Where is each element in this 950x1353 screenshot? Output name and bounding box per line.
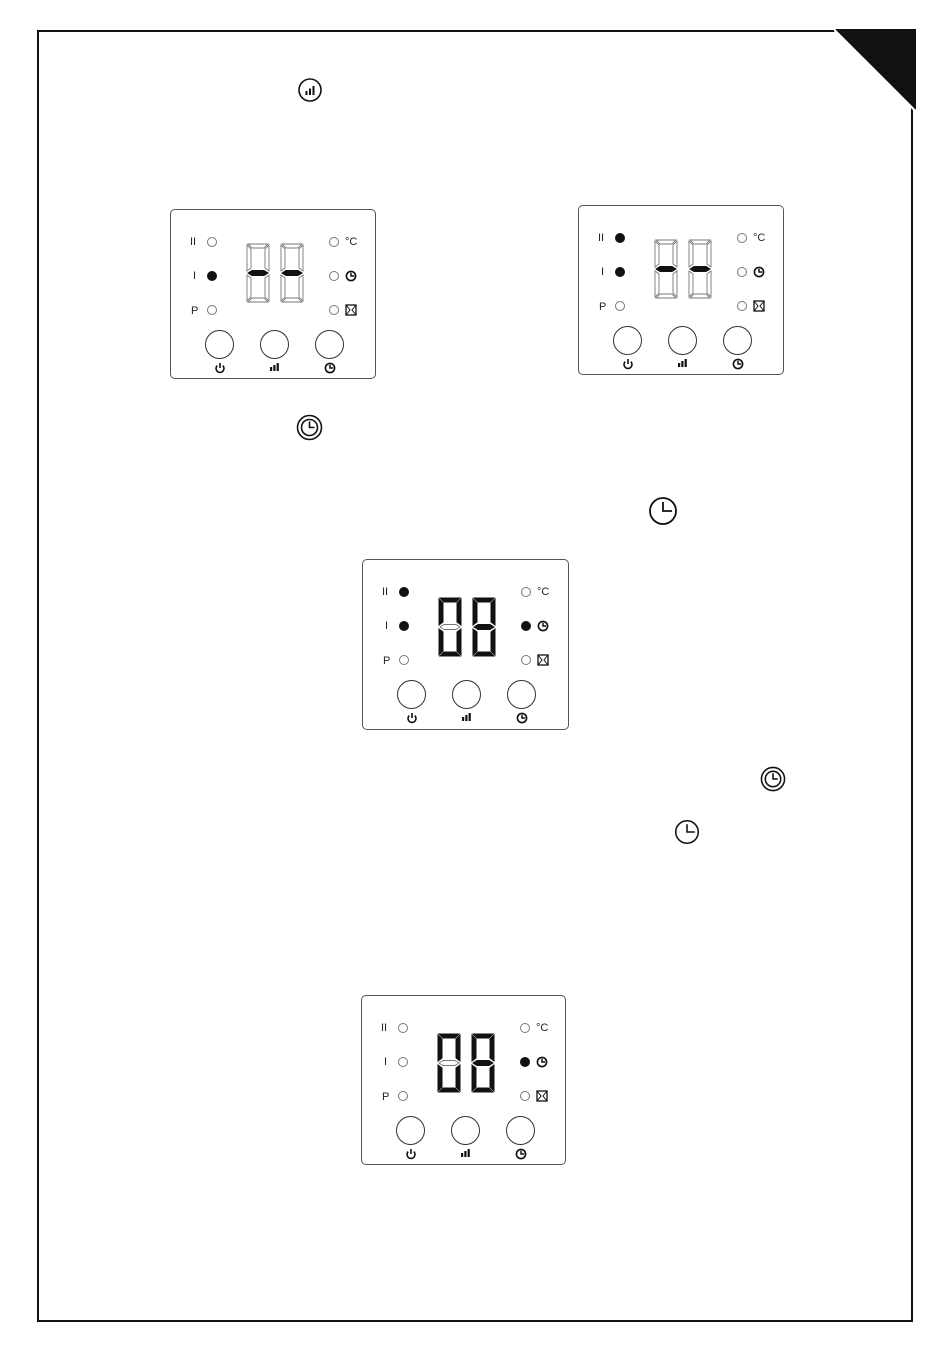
temperature-unit-label: °C <box>345 236 358 248</box>
temperature-unit-label: °C <box>753 232 766 244</box>
segment-c <box>457 629 461 655</box>
timer-icon <box>345 270 357 282</box>
segment-f <box>655 241 659 267</box>
temperature-unit-label: °C <box>536 1022 549 1034</box>
segment-a <box>439 1034 459 1038</box>
segment-d <box>473 1088 493 1092</box>
window-open-indicator <box>737 301 747 311</box>
power-icon <box>214 362 226 374</box>
timer-indicator <box>520 1057 530 1067</box>
segment-f <box>439 599 443 625</box>
timer-icon <box>324 362 336 374</box>
segment-b <box>707 241 711 267</box>
segment-b <box>673 241 677 267</box>
control-panel <box>361 995 566 1165</box>
segment-e <box>655 271 659 297</box>
display-digit <box>689 240 711 298</box>
level-2-label: II <box>381 1022 388 1034</box>
power-level-button[interactable] <box>668 326 697 355</box>
segment-b <box>456 1035 460 1061</box>
segment-b <box>491 599 495 625</box>
segment-f <box>281 245 285 271</box>
level-2-label: II <box>598 232 605 244</box>
segment-f <box>689 241 693 267</box>
power-level-button-icon <box>297 77 323 103</box>
window-open-icon <box>345 304 357 316</box>
segment-d <box>439 1088 459 1092</box>
level-1-indicator <box>399 621 409 631</box>
power-level-icon <box>677 358 689 370</box>
segment-c <box>265 275 269 301</box>
level-1-indicator <box>615 267 625 277</box>
window-open-icon <box>753 300 765 312</box>
timer-icon <box>537 620 549 632</box>
segment-e <box>689 271 693 297</box>
window-open-indicator <box>521 655 531 665</box>
segment-a <box>440 598 460 602</box>
segment-e <box>472 1065 476 1091</box>
segment-g <box>282 271 302 276</box>
level-2-label: II <box>382 586 389 598</box>
segment-g <box>439 1061 459 1066</box>
timer-button[interactable] <box>723 326 752 355</box>
level-1-label: I <box>384 1056 388 1068</box>
segment-c <box>673 271 677 297</box>
power-button[interactable] <box>397 680 426 709</box>
segment-d <box>440 652 460 656</box>
segment-f <box>247 245 251 271</box>
page-corner-tab <box>834 29 916 111</box>
timer-icon <box>536 1056 548 1068</box>
segment-c <box>456 1065 460 1091</box>
control-panel <box>578 205 784 375</box>
control-panel <box>170 209 376 379</box>
timer-icon <box>674 819 700 845</box>
segment-g <box>474 625 494 630</box>
power-icon <box>405 1148 417 1160</box>
timer-icon <box>515 1148 527 1160</box>
level-1-label: I <box>385 620 389 632</box>
program-indicator <box>615 301 625 311</box>
segment-e <box>281 275 285 301</box>
timer-button[interactable] <box>315 330 344 359</box>
segment-g <box>248 271 268 276</box>
power-level-icon <box>460 1148 472 1160</box>
program-indicator <box>207 305 217 315</box>
timer-icon <box>732 358 744 370</box>
timer-icon <box>516 712 528 724</box>
segment-a <box>656 240 676 244</box>
segment-b <box>490 1035 494 1061</box>
level-1-indicator <box>207 271 217 281</box>
segment-b <box>457 599 461 625</box>
display-digit <box>473 598 495 656</box>
temperature-indicator <box>521 587 531 597</box>
segment-e <box>473 629 477 655</box>
level-1-label: I <box>601 266 605 278</box>
control-panel <box>362 559 569 730</box>
timer-indicator <box>329 271 339 281</box>
level-1-indicator <box>398 1057 408 1067</box>
display-digit <box>438 1034 460 1092</box>
power-button[interactable] <box>613 326 642 355</box>
display-digit <box>655 240 677 298</box>
power-level-icon <box>461 712 473 724</box>
display-digit <box>439 598 461 656</box>
timer-button-icon <box>296 414 323 441</box>
segment-g <box>690 267 710 272</box>
timer-button[interactable] <box>507 680 536 709</box>
segment-display <box>241 240 309 306</box>
power-level-button[interactable] <box>451 1116 480 1145</box>
power-button[interactable] <box>205 330 234 359</box>
timer-indicator <box>737 267 747 277</box>
timer-icon <box>753 266 765 278</box>
program-label: P <box>382 1091 390 1103</box>
segment-c <box>299 275 303 301</box>
segment-display <box>432 1030 500 1096</box>
power-level-button[interactable] <box>452 680 481 709</box>
window-open-indicator <box>329 305 339 315</box>
power-icon <box>622 358 634 370</box>
segment-e <box>439 629 443 655</box>
program-label: P <box>191 305 199 317</box>
power-icon <box>406 712 418 724</box>
segment-a <box>248 244 268 248</box>
segment-c <box>707 271 711 297</box>
segment-b <box>299 245 303 271</box>
segment-d <box>474 652 494 656</box>
segment-a <box>474 598 494 602</box>
segment-f <box>473 599 477 625</box>
timer-button-icon <box>760 766 786 792</box>
program-indicator <box>399 655 409 665</box>
segment-g <box>440 625 460 630</box>
program-indicator <box>398 1091 408 1101</box>
segment-b <box>265 245 269 271</box>
segment-c <box>491 629 495 655</box>
level-2-indicator <box>615 233 625 243</box>
power-button[interactable] <box>396 1116 425 1145</box>
program-label: P <box>599 301 607 313</box>
timer-button[interactable] <box>506 1116 535 1145</box>
temperature-indicator <box>329 237 339 247</box>
segment-display <box>433 594 501 660</box>
segment-g <box>473 1061 493 1066</box>
segment-e <box>247 275 251 301</box>
segment-a <box>282 244 302 248</box>
temperature-unit-label: °C <box>537 586 550 598</box>
power-level-button[interactable] <box>260 330 289 359</box>
level-2-label: II <box>190 236 197 248</box>
level-2-indicator <box>207 237 217 247</box>
window-open-icon <box>536 1090 548 1102</box>
segment-e <box>438 1065 442 1091</box>
segment-g <box>656 267 676 272</box>
program-label: P <box>383 655 391 667</box>
timer-indicator <box>521 621 531 631</box>
segment-a <box>473 1034 493 1038</box>
display-digit <box>472 1034 494 1092</box>
segment-f <box>472 1035 476 1061</box>
segment-a <box>690 240 710 244</box>
power-level-icon <box>269 362 281 374</box>
segment-d <box>282 298 302 302</box>
display-digit <box>281 244 303 302</box>
segment-display <box>649 236 717 302</box>
segment-d <box>248 298 268 302</box>
temperature-indicator <box>520 1023 530 1033</box>
temperature-indicator <box>737 233 747 243</box>
level-1-label: I <box>193 270 197 282</box>
display-digit <box>247 244 269 302</box>
level-2-indicator <box>398 1023 408 1033</box>
level-2-indicator <box>399 587 409 597</box>
segment-d <box>690 294 710 298</box>
window-open-icon <box>537 654 549 666</box>
segment-f <box>438 1035 442 1061</box>
segment-d <box>656 294 676 298</box>
timer-icon <box>648 496 678 526</box>
segment-c <box>490 1065 494 1091</box>
window-open-indicator <box>520 1091 530 1101</box>
